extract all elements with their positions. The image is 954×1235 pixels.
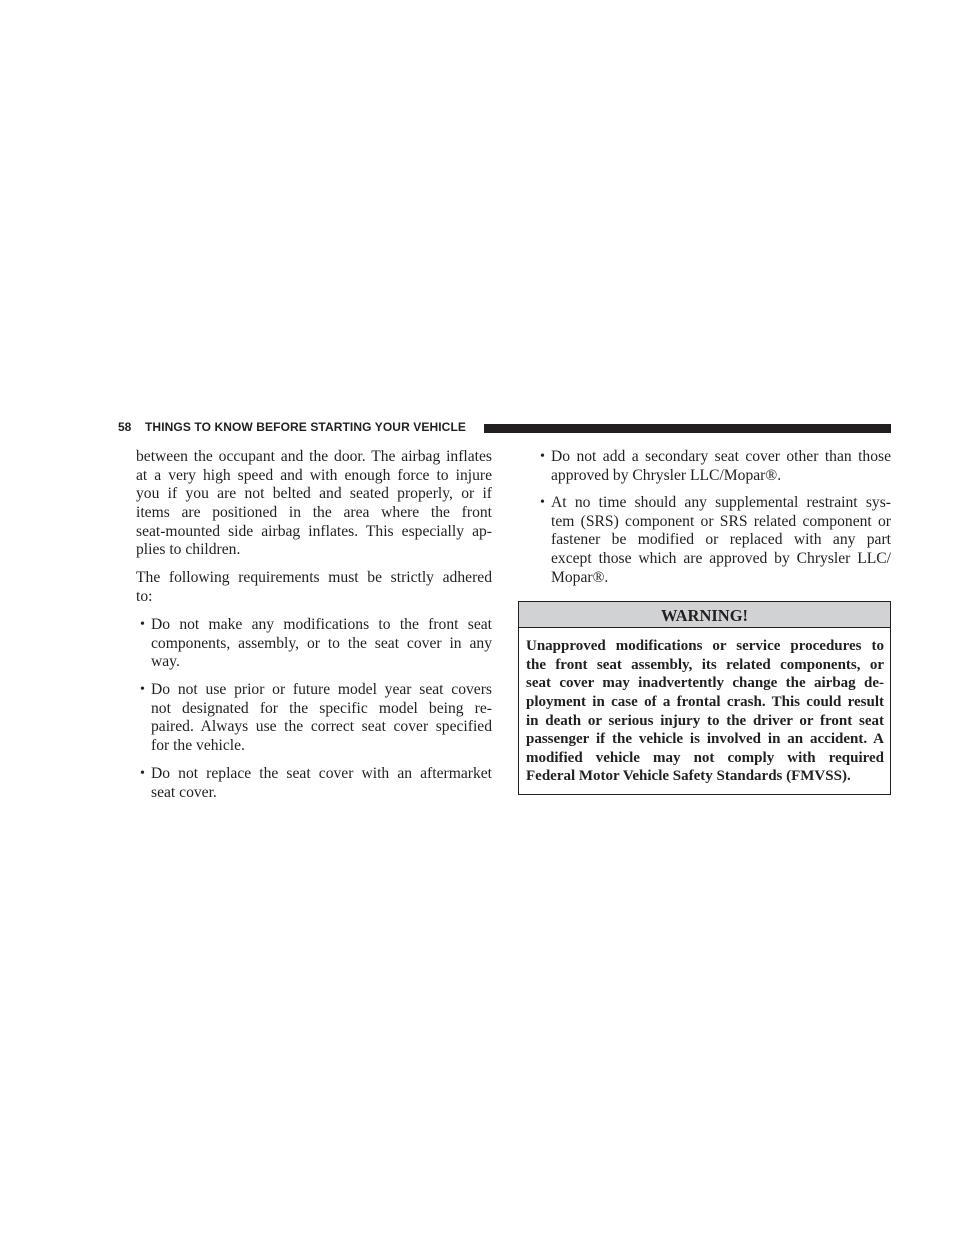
text-line: not designated for the specific model being re- (151, 699, 492, 717)
warning-line: seat cover may inadvertently change the airbag de- (526, 675, 884, 692)
warning-line: ployment in case of a frontal crash. This could result (526, 693, 884, 710)
warning-line: modified vehicle may not comply with required (526, 749, 884, 766)
warning-line: in death or serious injury to the driver or front seat (526, 712, 884, 729)
text-line: items are positioned in the area where the front (136, 503, 492, 521)
text-line: for the vehicle. (151, 736, 245, 754)
warning-line: Federal Motor Vehicle Safety Standards (FMVSS). (526, 768, 851, 785)
text-line: way. (151, 653, 180, 671)
warning-box (518, 601, 891, 795)
warning-line: Unapproved modifications or service procedures to (526, 638, 884, 654)
text-line: fastener be modified or replaced with any part (551, 531, 891, 549)
bullet-item (140, 765, 492, 802)
bullet-icon: • (140, 766, 145, 781)
text-line: seat-mounted side airbag inflates. This especially ap- (136, 522, 492, 540)
text-line: Mopar®. (551, 568, 609, 586)
warning-line: the front seat assembly, its related components, or (526, 656, 884, 673)
bullet-icon: • (540, 449, 545, 464)
bullet-item (540, 494, 891, 587)
text-line: at a very high speed and with enough force to injure (136, 466, 492, 484)
text-line: At no time should any supplemental restraint sys- (551, 494, 891, 511)
warning-title: WARNING! (519, 602, 890, 628)
header-rule (484, 424, 891, 433)
text-line: paired. Always use the correct seat cover specified (151, 718, 492, 736)
text-line: you if you are not belted and seated properly, or if (136, 485, 492, 503)
text-line: seat cover. (151, 783, 217, 801)
warning-text (526, 637, 884, 786)
paragraph (136, 569, 492, 606)
text-line: between the occupant and the door. The airbag inflates (136, 448, 492, 465)
text-line: Do not replace the seat cover with an aftermarket (151, 765, 492, 782)
bullet-icon: • (540, 495, 545, 510)
bullet-icon: • (140, 617, 145, 632)
text-line: approved by Chrysler LLC/Mopar®. (551, 466, 782, 484)
text-line: except those which are approved by Chrysler LLC/ (551, 549, 891, 567)
warning-line: passenger if the vehicle is involved in an accident. A (526, 731, 884, 748)
text-line: to: (136, 587, 153, 605)
text-line: plies to children. (136, 541, 241, 559)
bullet-item (140, 681, 492, 756)
paragraph (136, 448, 492, 560)
bullet-item (140, 616, 492, 672)
section-title: THINGS TO KNOW BEFORE STARTING YOUR VEHICLE (145, 420, 466, 434)
text-line: tem (SRS) component or SRS related component or (551, 512, 891, 530)
text-line: Do not make any modifications to the front seat (151, 616, 492, 633)
text-line: components, assembly, or to the seat cover in any (151, 634, 492, 652)
text-line: The following requirements must be strictly adhered (136, 569, 492, 586)
text-line: Do not use prior or future model year seat covers (151, 681, 492, 698)
text-line: Do not add a secondary seat cover other than those (551, 448, 891, 465)
bullet-item (540, 448, 891, 485)
page-number: 58 (118, 420, 132, 434)
bullet-icon: • (140, 682, 145, 697)
